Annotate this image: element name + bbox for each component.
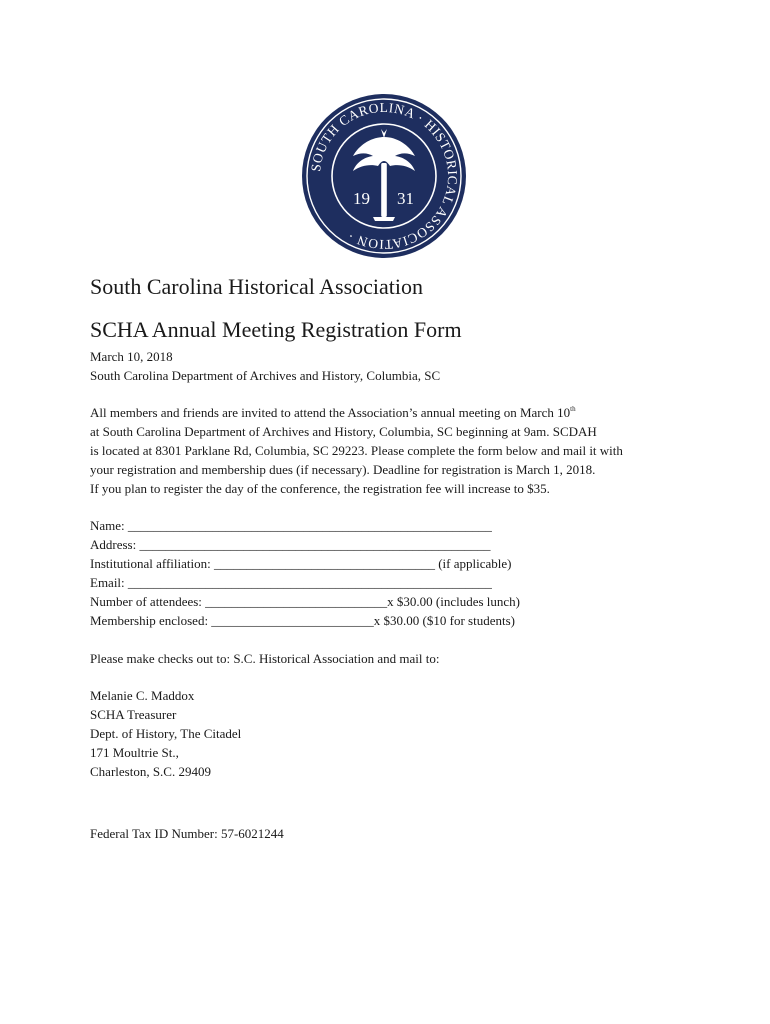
intro-line-4: your registration and membership dues (if necessary). Deadline for registration is March 1, 2018. xyxy=(90,462,596,477)
membership-field[interactable]: Membership enclosed: _________________________x $30.00 ($10 for students) xyxy=(90,613,515,628)
mailing-address-line: 171 Moultrie St., xyxy=(90,745,179,760)
intro-line-1-text: All members and friends are invited to attend the Association’s annual meeting on March 10 xyxy=(90,405,571,420)
scha-seal-logo xyxy=(301,93,467,259)
affiliation-field[interactable]: Institutional affiliation: __________________________________ (if applicable) xyxy=(90,556,512,571)
name-field[interactable]: Name: ________________________________________________________ xyxy=(90,518,492,533)
mail-instructions: Please make checks out to: S.C. Historical Association and mail to: xyxy=(90,651,440,666)
meeting-date: March 10, 2018 xyxy=(90,349,173,364)
intro-line-5: If you plan to register the day of the conference, the registration fee will increase to $35. xyxy=(90,481,550,496)
mailing-address-line: Dept. of History, The Citadel xyxy=(90,726,242,741)
email-field[interactable]: Email: ________________________________________________________ xyxy=(90,575,492,590)
intro-line-2: at South Carolina Department of Archives and History, Columbia, SC beginning at 9am. SCDAH xyxy=(90,424,597,439)
federal-tax-id: Federal Tax ID Number: 57-6021244 xyxy=(90,826,284,841)
seal-year-right: 31 xyxy=(397,189,414,208)
meeting-venue: South Carolina Department of Archives and History, Columbia, SC xyxy=(90,368,441,383)
attendees-field[interactable]: Number of attendees: ____________________________x $30.00 (includes lunch) xyxy=(90,594,521,609)
mailing-address-line: Charleston, S.C. 29409 xyxy=(90,764,211,779)
form-title: SCHA Annual Meeting Registration Form xyxy=(90,317,462,342)
seal-ring-text: SOUTH CAROLINA · HISTORICAL ASSOCIATION · xyxy=(308,99,461,253)
ordinal-suffix: th xyxy=(570,405,576,413)
address-field[interactable]: Address: ______________________________________________________ xyxy=(90,537,491,552)
intro-line-3: is located at 8301 Parklane Rd, Columbia, SC 29223. Please complete the form below and mail it with xyxy=(90,443,623,458)
mailing-address-line: SCHA Treasurer xyxy=(90,707,177,722)
mailing-address-line: Melanie C. Maddox xyxy=(90,688,195,703)
seal-year-left: 19 xyxy=(353,189,370,208)
organization-title: South Carolina Historical Association xyxy=(90,274,424,299)
intro-line-1 xyxy=(90,403,576,422)
